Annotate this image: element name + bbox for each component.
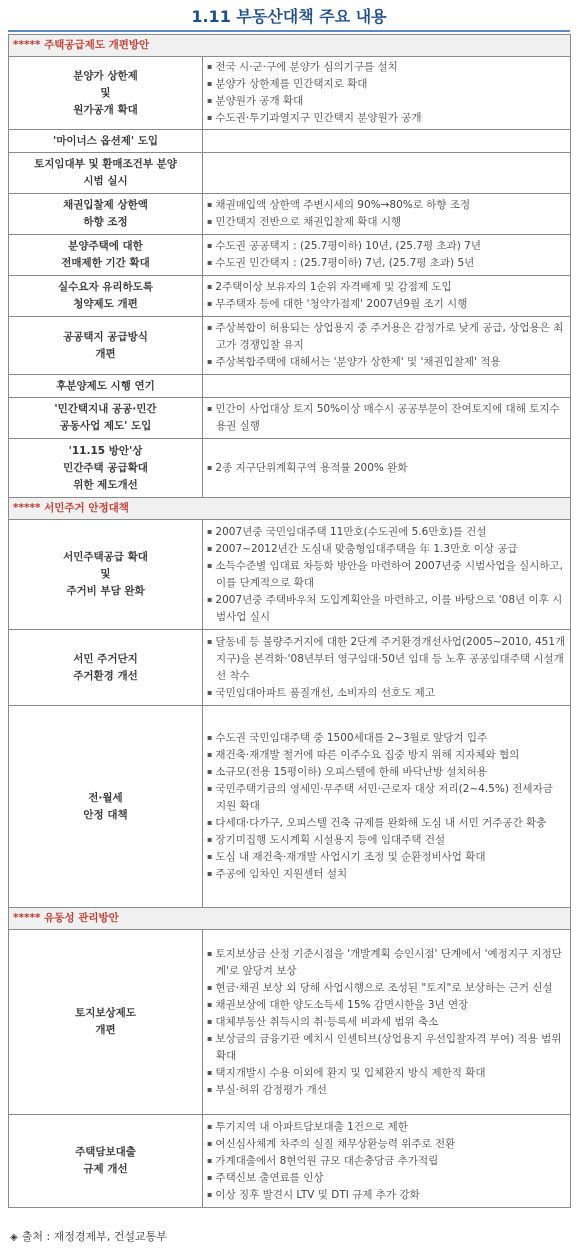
table-row	[9, 130, 571, 153]
row-heading-line: 원가공개 확대	[73, 103, 138, 116]
source-text: 출처 : 재정경제부, 건설교통부	[21, 1230, 167, 1243]
row-details	[203, 520, 571, 630]
row-heading-line: 주거환경 개선	[73, 669, 138, 682]
bullet-item: ▪ 주상복합주택에 대해서는 '분양가 상한제' 및 '채권입찰제' 적용	[207, 354, 566, 371]
bullet-item: ▪ 전국 시·군·구에 분양가 심의기구를 설치	[207, 59, 566, 76]
bullet-item: ▪ 달동네 등 불량주거지에 대한 2단계 주거환경개선사업(2005~2010, 451개 지구)을 본격화·'08년부터 영구임대·50년 임대 등 노후 공공임대주택 시설개선 착수	[207, 634, 566, 685]
bullet-item: ▪ 분양원가 공개 확대	[207, 93, 566, 110]
bullet-item: ▪ 소규모(전용 15평이하) 오피스텔에 한해 바닥난방 설치허용	[207, 764, 566, 781]
policy-table	[8, 34, 571, 1208]
row-heading	[9, 276, 203, 317]
row-details	[203, 235, 571, 276]
bullet-item: ▪ 국민임대아파트 품질개선, 소비자의 선호도 제고	[207, 685, 566, 702]
bullet-item: ▪ 도심 내 재건축·재개발 사업시기 조정 및 순환정비사업 확대	[207, 849, 566, 866]
diamond-bullet-icon: ◈	[10, 1232, 18, 1243]
page-title: 1.11 부동산대책 주요 내용	[191, 7, 387, 26]
section-header: ***** 주택공급제도 개편방안	[9, 35, 571, 57]
row-heading-line: 후분양제도 시행 연기	[56, 379, 155, 392]
bullet-item: ▪ 주상복합이 허용되는 상업용지 중 주거용은 감정가로 낮게 공급, 상업용은 최고가 경쟁입찰 유지	[207, 320, 566, 354]
row-details	[203, 153, 571, 194]
table-row	[9, 194, 571, 235]
table-row	[9, 276, 571, 317]
row-heading	[9, 930, 203, 1115]
bullet-item: ▪ 소득수준별 임대료 차등화 방안을 마련하여 2007년중 시범사업을 실시하고, 이를 단계적으로 확대	[207, 558, 566, 592]
row-heading	[9, 439, 203, 498]
row-details	[203, 1115, 571, 1208]
row-heading	[9, 130, 203, 153]
row-heading-line: '11.15 방안'상	[68, 444, 143, 457]
row-heading-line: 및	[100, 568, 111, 580]
bullet-item: ▪ 수도권 민간택지 : (25.7평이하) 7년, (25.7평 초과) 5년	[207, 255, 566, 272]
row-heading-line: 민간주택 공급확대	[63, 461, 148, 474]
row-details	[203, 317, 571, 375]
row-heading-line: 청약제도 개편	[73, 298, 138, 310]
bullet-item: ▪ 이상 징후 발견시 LTV 및 DTI 규제 추가 강화	[207, 1187, 566, 1204]
bullet-item: ▪ 무주택자 등에 대한 '청약가점제' 2007년9월 조기 시행	[207, 296, 566, 313]
bullet-item: ▪ 택지개발시 수용 이외에 환지 및 입체환지 방식 제한적 확대	[207, 1065, 566, 1082]
bullet-item: ▪ 보상금의 금융기관 예치시 인센티브(상업용지 우선입찰자격 부여) 적용 범위 확대	[207, 1031, 566, 1065]
row-heading	[9, 57, 203, 130]
bullet-item: ▪ 민간이 사업대상 토지 50%이상 매수시 공공부문이 잔여토지에 대해 토지수용권 실행	[207, 401, 566, 435]
row-heading	[9, 194, 203, 235]
bullet-item: ▪ 투기지역 내 아파트담보대출 1건으로 제한	[207, 1119, 566, 1136]
bullet-item: ▪ 장기미집행 도시계획 시설용지 등에 임대주택 건설	[207, 832, 566, 849]
row-heading-line: 채권입찰제 상한액	[63, 199, 148, 211]
bullet-item: ▪ 수도권 공공택지 : (25.7평이하) 10년, (25.7평 초과) 7년	[207, 238, 566, 255]
row-heading-line: 전·월세	[88, 791, 123, 804]
bullet-item: ▪ 2주택이상 보유자의 1순위 자격배제 및 감점제 도입	[207, 279, 566, 296]
bullet-item: ▪ 재건축·재개발 철거에 따른 이주수요 집중 방지 위해 지자체와 협의	[207, 747, 566, 764]
table-row	[9, 153, 571, 194]
row-heading-line: 실수요자 유리하도록	[58, 281, 153, 293]
row-heading-line: 전매제한 기간 확대	[61, 257, 150, 269]
bullet-item: ▪ 채권보상에 대한 양도소득세 15% 감면시한을 3년 연장	[207, 997, 566, 1014]
row-heading-line: 공동사업 제도' 도입	[59, 420, 152, 432]
row-heading-line: 토지임대부 및 환매조건부 분양	[34, 158, 177, 170]
bullet-item: ▪ 채권매입액 상한액 주변시세의 90%→80%로 하향 조정	[207, 197, 566, 214]
source-footer	[10, 1228, 167, 1244]
row-heading-line: 개편	[95, 347, 116, 360]
row-heading-line: 주거비 부담 완화	[66, 585, 145, 597]
row-heading	[9, 630, 203, 706]
table-row	[9, 439, 571, 498]
row-heading	[9, 706, 203, 908]
section-header: ***** 유동성 관리방안	[9, 908, 571, 930]
row-heading-line: 토지보상제도	[75, 1007, 136, 1019]
bullet-item: ▪ 민간택지 전반으로 채권입찰제 확대 시행	[207, 214, 566, 231]
table-row	[9, 235, 571, 276]
bullet-item: ▪ 가계대출에서 8현억원 규모 대손충당금 추가적립	[207, 1153, 566, 1170]
row-heading-line: 안정 대책	[83, 808, 128, 821]
row-heading-line: '마이너스 옵션제' 도입	[52, 134, 159, 147]
row-details	[203, 375, 571, 398]
row-heading	[9, 235, 203, 276]
bullet-item: ▪ 여신심사체계 차주의 실질 채무상환능력 위주로 전환	[207, 1136, 566, 1153]
row-details	[203, 194, 571, 235]
row-heading-line: 위한 제도개선	[73, 478, 138, 491]
row-heading	[9, 398, 203, 439]
bullet-item: ▪ 토지보상금 산정 기준시점을 '개발계획 승인시점' 단계에서 '예정지구 지정단계'로 앞당겨 보상	[207, 946, 566, 980]
row-heading-line: 하향 조정	[83, 216, 128, 228]
title-divider	[8, 30, 570, 32]
row-heading-line: 개편	[95, 1024, 116, 1036]
row-details	[203, 630, 571, 706]
bullet-item: ▪ 분양가 상한제를 민간택지로 확대	[207, 76, 566, 93]
row-heading	[9, 153, 203, 194]
bullet-item: ▪ 주택신보 출연료를 인상	[207, 1170, 566, 1187]
bullet-item: ▪ 2007년중 국민임대주택 11만호(수도권에 5.6만호)를 건설	[207, 524, 566, 541]
table-row	[9, 706, 571, 908]
row-details	[203, 398, 571, 439]
row-heading	[9, 1115, 203, 1208]
row-heading-line: 공공택지 공급방식	[63, 330, 148, 343]
bullet-item: ▪ 수도권·투기과열지구 민간택지 분양원가 공개	[207, 110, 566, 127]
bullet-item: ▪ 수도권 국민임대주택 중 1500세대를 2~3월로 앞당겨 입주	[207, 730, 566, 747]
row-heading	[9, 520, 203, 630]
row-details	[203, 706, 571, 908]
table-row	[9, 930, 571, 1115]
row-heading-line: 분양가 상한제	[73, 69, 138, 82]
bullet-item: ▪ 2종 지구단위계획구역 용적률 200% 완화	[207, 460, 566, 477]
bullet-item: ▪ 2007~2012년간 도심내 맞춤형임대주택을 年 1.3만호 이상 공급	[207, 541, 566, 558]
table-row	[9, 520, 571, 630]
row-details	[203, 439, 571, 498]
row-heading-line: 서민 주거단지	[73, 652, 138, 665]
table-row	[9, 1115, 571, 1208]
row-heading	[9, 375, 203, 398]
row-heading	[9, 317, 203, 375]
row-details	[203, 130, 571, 153]
row-heading-line: 시범 실시	[83, 175, 128, 187]
table-row	[9, 398, 571, 439]
table-row	[9, 630, 571, 706]
row-heading-line: 분양주택에 대한	[68, 240, 143, 252]
table-row	[9, 57, 571, 130]
bullet-item: ▪ 현금·채권 보상 외 당해 사업시행으로 조성된 "토지"로 보상하는 근거 신설	[207, 980, 566, 997]
row-heading-line: 서민주택공급 확대	[63, 551, 148, 563]
row-details	[203, 930, 571, 1115]
bullet-item: ▪ 국민주택기금의 영세민·무주택 서민·근로자 대상 저리(2~4.5%) 전세자금 지원 확대	[207, 781, 566, 815]
bullet-item: ▪ 대체부동산 취득시의 취·등록세 비과세 범위 축소	[207, 1014, 566, 1031]
section-header: ***** 서민주거 안정대책	[9, 498, 571, 520]
bullet-item: ▪ 주공에 임차인 지원센터 설치	[207, 866, 566, 883]
table-row	[9, 317, 571, 375]
row-heading-line: 및	[100, 86, 111, 99]
row-details	[203, 57, 571, 130]
bullet-item: ▪ 다세대·다가구, 오피스텔 건축 규제를 완화해 도심 내 서민 거주공간 확충	[207, 815, 566, 832]
row-heading-line: 규제 개선	[83, 1163, 128, 1175]
table-row	[9, 375, 571, 398]
bullet-item: ▪ 2007년중 주택바우처 도입계획안을 마련하고, 이를 바탕으로 '08년 이후 시범사업 실시	[207, 592, 566, 626]
row-heading-line: 주택담보대출	[75, 1146, 136, 1158]
row-heading-line: '민간택지내 공공·민간	[54, 403, 157, 415]
row-details	[203, 276, 571, 317]
bullet-item: ▪ 부실·허위 감정평가 개선	[207, 1082, 566, 1099]
